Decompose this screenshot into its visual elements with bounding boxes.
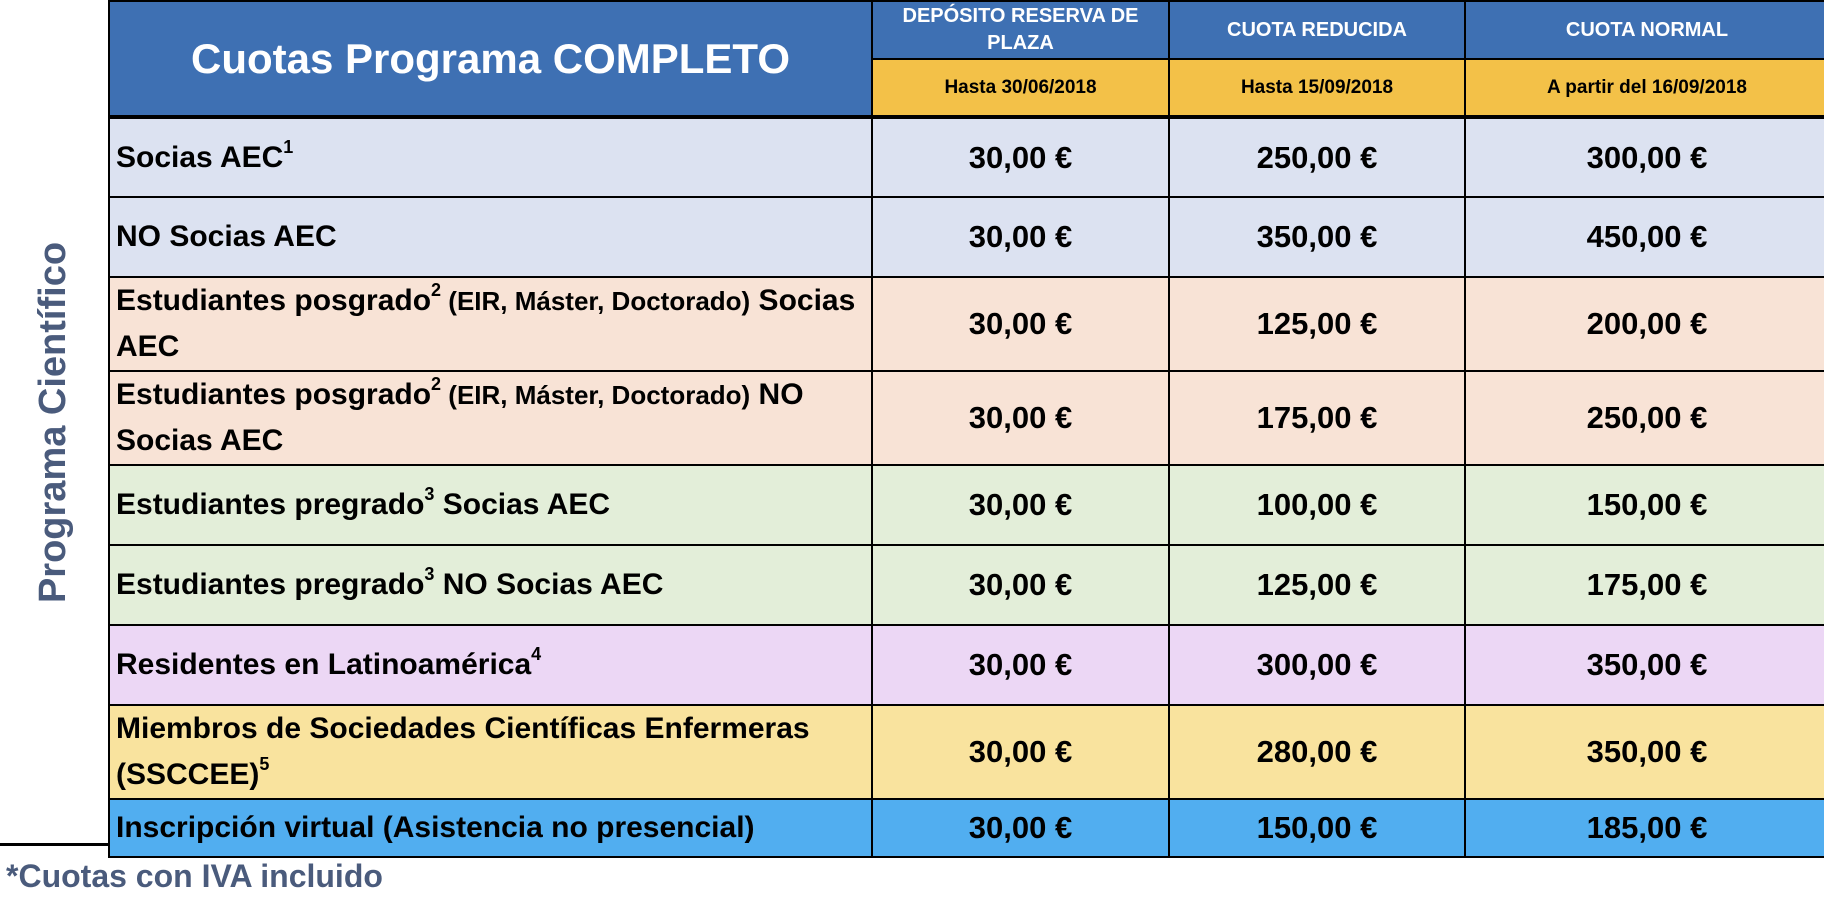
footnote-marker: 3 bbox=[424, 564, 435, 584]
fee-value: 300,00 € bbox=[1465, 117, 1824, 197]
table-row bbox=[109, 625, 1824, 705]
fee-value: 350,00 € bbox=[1465, 705, 1824, 799]
fee-value: 200,00 € bbox=[1465, 277, 1824, 371]
row-label-text: (EIR, Máster, Doctorado) bbox=[441, 286, 751, 316]
fee-value: 350,00 € bbox=[1465, 625, 1824, 705]
fee-value: 30,00 € bbox=[872, 705, 1169, 799]
fee-value: 125,00 € bbox=[1169, 545, 1465, 625]
fee-value: 125,00 € bbox=[1169, 277, 1465, 371]
table-row bbox=[109, 117, 1824, 197]
row-label-text: Inscripción virtual (Asistencia no presencial) bbox=[116, 811, 755, 844]
row-label bbox=[109, 371, 872, 465]
row-label-text: Socias AEC bbox=[116, 284, 856, 363]
fee-value: 100,00 € bbox=[1169, 465, 1465, 545]
side-label bbox=[0, 0, 108, 845]
fee-value: 185,00 € bbox=[1465, 799, 1824, 857]
row-label bbox=[109, 465, 872, 545]
footnote-marker: 3 bbox=[424, 484, 435, 504]
row-label-text: NO Socias AEC bbox=[116, 378, 804, 457]
row-label-text: Estudiantes pregrado bbox=[116, 568, 425, 601]
row-label-text: Socias AEC bbox=[116, 140, 284, 174]
fee-value: 30,00 € bbox=[872, 117, 1169, 197]
table-row bbox=[109, 371, 1824, 465]
row-label bbox=[109, 799, 872, 857]
column-header-normal: CUOTA NORMAL bbox=[1465, 1, 1824, 59]
row-label bbox=[109, 625, 872, 705]
fee-value: 300,00 € bbox=[1169, 625, 1465, 705]
footnote-marker: 2 bbox=[431, 280, 442, 300]
bottom-divider bbox=[0, 843, 108, 846]
footnote-marker: 2 bbox=[431, 374, 442, 394]
row-label-text: Residentes en Latinoamérica bbox=[116, 648, 532, 681]
fee-value: 150,00 € bbox=[1169, 799, 1465, 857]
footnote-marker: 5 bbox=[259, 754, 270, 774]
row-label bbox=[109, 545, 872, 625]
fee-value: 30,00 € bbox=[872, 465, 1169, 545]
row-label-text: NO Socias AEC bbox=[116, 220, 337, 253]
row-label-text: NO Socias AEC bbox=[434, 568, 664, 601]
row-label-text: Socias AEC bbox=[434, 488, 611, 521]
table-row bbox=[109, 277, 1824, 371]
row-label-text: Estudiantes posgrado bbox=[116, 284, 432, 317]
row-label bbox=[109, 277, 872, 371]
side-label-text: Programa Científico bbox=[32, 241, 75, 604]
fee-value: 30,00 € bbox=[872, 197, 1169, 277]
row-label-text: Estudiantes posgrado bbox=[116, 378, 432, 411]
column-date-deposit: Hasta 30/06/2018 bbox=[872, 59, 1169, 117]
column-header-reduced: CUOTA REDUCIDA bbox=[1169, 1, 1465, 59]
fee-value: 250,00 € bbox=[1465, 371, 1824, 465]
fee-value: 30,00 € bbox=[872, 545, 1169, 625]
table-row bbox=[109, 705, 1824, 799]
fee-value: 30,00 € bbox=[872, 799, 1169, 857]
row-label-text: Miembros de Sociedades Científicas Enfermeras (SSCCEE) bbox=[116, 712, 810, 791]
fee-value: 150,00 € bbox=[1465, 465, 1824, 545]
table-row bbox=[109, 799, 1824, 857]
fee-value: 280,00 € bbox=[1169, 705, 1465, 799]
table-title: Cuotas Programa COMPLETO bbox=[109, 1, 872, 117]
table-row bbox=[109, 465, 1824, 545]
fee-value: 250,00 € bbox=[1169, 117, 1465, 197]
fee-value: 450,00 € bbox=[1465, 197, 1824, 277]
fee-value: 30,00 € bbox=[872, 625, 1169, 705]
column-date-normal: A partir del 16/09/2018 bbox=[1465, 59, 1824, 117]
row-label-text: Estudiantes pregrado bbox=[116, 488, 425, 521]
row-label-text: (EIR, Máster, Doctorado) bbox=[441, 380, 751, 410]
footnote: *Cuotas con IVA incluido bbox=[6, 858, 383, 894]
table-row bbox=[109, 545, 1824, 625]
footnote-marker: 4 bbox=[531, 644, 542, 664]
row-label bbox=[109, 117, 872, 197]
fee-value: 30,00 € bbox=[872, 277, 1169, 371]
row-label bbox=[109, 197, 872, 277]
fee-value: 175,00 € bbox=[1169, 371, 1465, 465]
column-header-deposit: DEPÓSITO RESERVA DE PLAZA bbox=[872, 1, 1169, 59]
table-row bbox=[109, 197, 1824, 277]
footnote-marker: 1 bbox=[283, 136, 294, 157]
fee-value: 30,00 € bbox=[872, 371, 1169, 465]
fee-value: 175,00 € bbox=[1465, 545, 1824, 625]
column-date-reduced: Hasta 15/09/2018 bbox=[1169, 59, 1465, 117]
row-label bbox=[109, 705, 872, 799]
fee-value: 350,00 € bbox=[1169, 197, 1465, 277]
header-row bbox=[109, 1, 1824, 59]
fees-table bbox=[108, 0, 1824, 858]
